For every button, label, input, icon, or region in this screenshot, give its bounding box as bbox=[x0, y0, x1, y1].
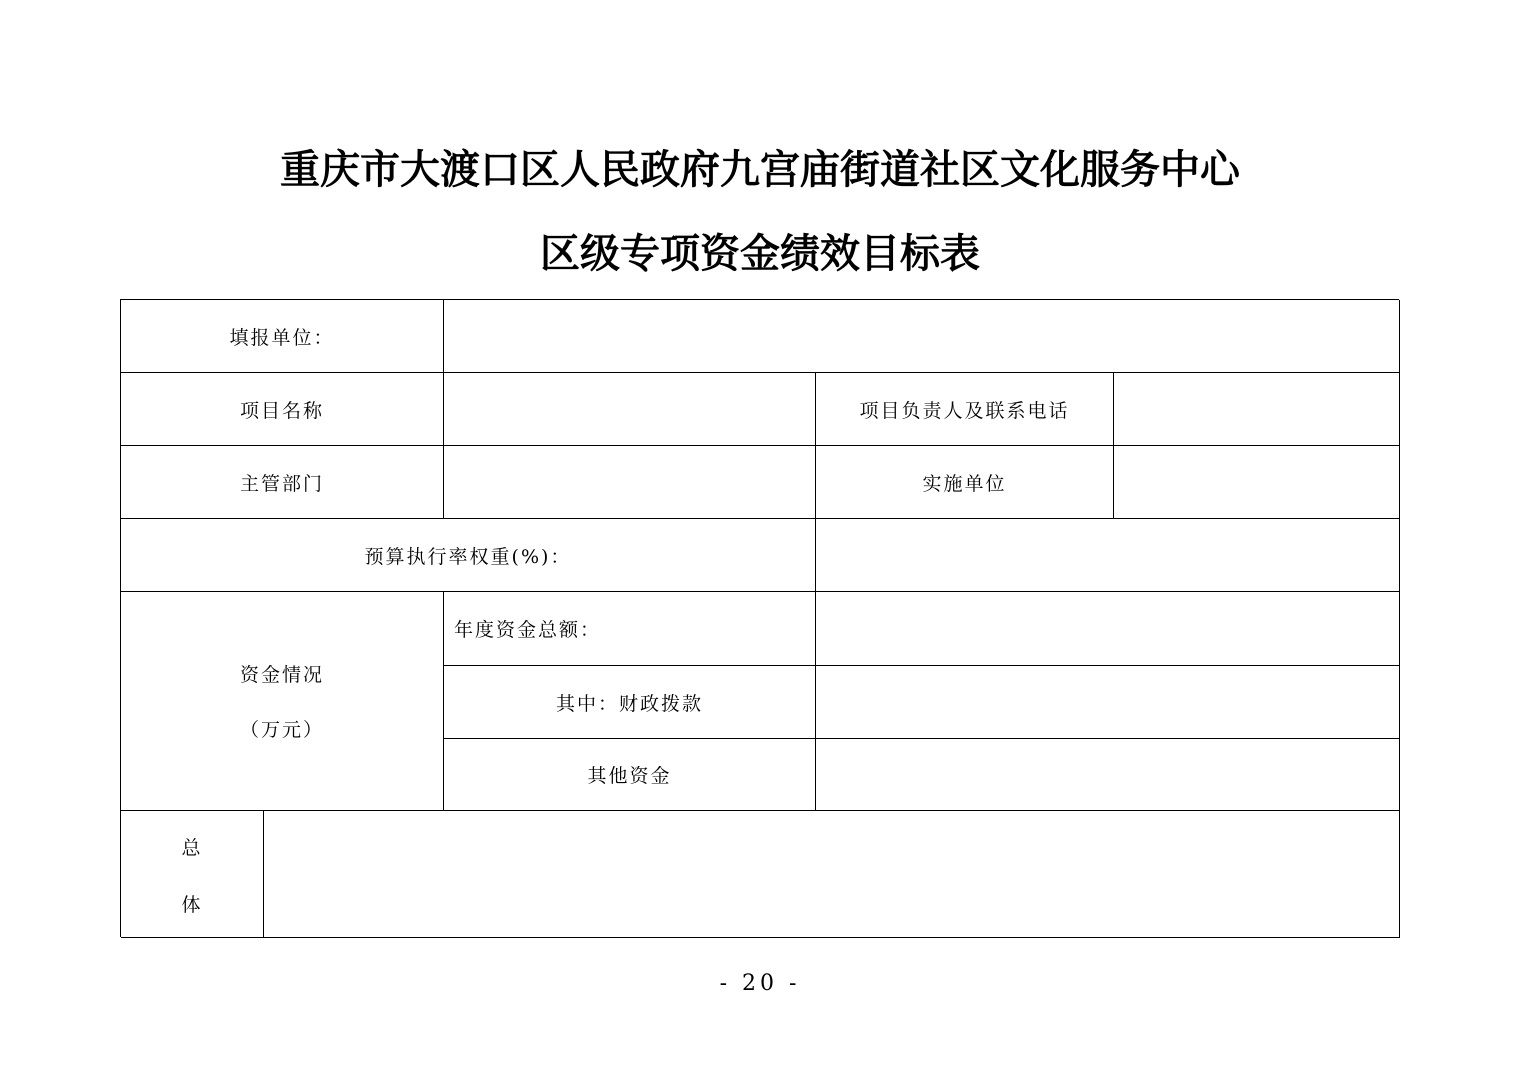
funds-label bbox=[121, 592, 444, 811]
overall-label-line2: 体 bbox=[181, 894, 203, 916]
project-lead-field[interactable] bbox=[1114, 373, 1400, 446]
department-label: 主管部门 bbox=[121, 446, 444, 519]
project-lead-label: 项目负责人及联系电话 bbox=[816, 373, 1114, 446]
implementing-unit-field[interactable] bbox=[1114, 446, 1400, 519]
other-funds-label: 其他资金 bbox=[444, 739, 816, 811]
budget-weight-label: 预算执行率权重(%)： bbox=[121, 519, 816, 592]
project-name-field[interactable] bbox=[444, 373, 816, 446]
implementing-unit-label: 实施单位 bbox=[816, 446, 1114, 519]
fiscal-allocation-label: 其中：财政拨款 bbox=[444, 666, 816, 739]
project-name-label: 项目名称 bbox=[121, 373, 444, 446]
department-field[interactable] bbox=[444, 446, 816, 519]
reporting-unit-field[interactable] bbox=[444, 300, 1400, 373]
fiscal-allocation-field[interactable] bbox=[816, 666, 1400, 739]
reporting-unit-label: 填报单位： bbox=[121, 300, 444, 373]
annual-total-label: 年度资金总额： bbox=[444, 592, 816, 666]
page-number: - 20 - bbox=[719, 971, 801, 996]
performance-target-form bbox=[120, 299, 1399, 937]
overall-label-line1: 总 bbox=[181, 837, 203, 859]
funds-label-line2: （万元） bbox=[239, 719, 324, 741]
document-title-line1: 重庆市大渡口区人民政府九宫庙街道社区文化服务中心 bbox=[280, 146, 1240, 193]
budget-weight-field[interactable] bbox=[816, 519, 1400, 592]
annual-total-field[interactable] bbox=[816, 592, 1400, 666]
overall-field[interactable] bbox=[264, 811, 1400, 938]
funds-label-line1: 资金情况 bbox=[239, 664, 324, 686]
other-funds-field[interactable] bbox=[816, 739, 1400, 811]
overall-label bbox=[121, 811, 264, 938]
document-title-line2: 区级专项资金绩效目标表 bbox=[540, 230, 980, 277]
